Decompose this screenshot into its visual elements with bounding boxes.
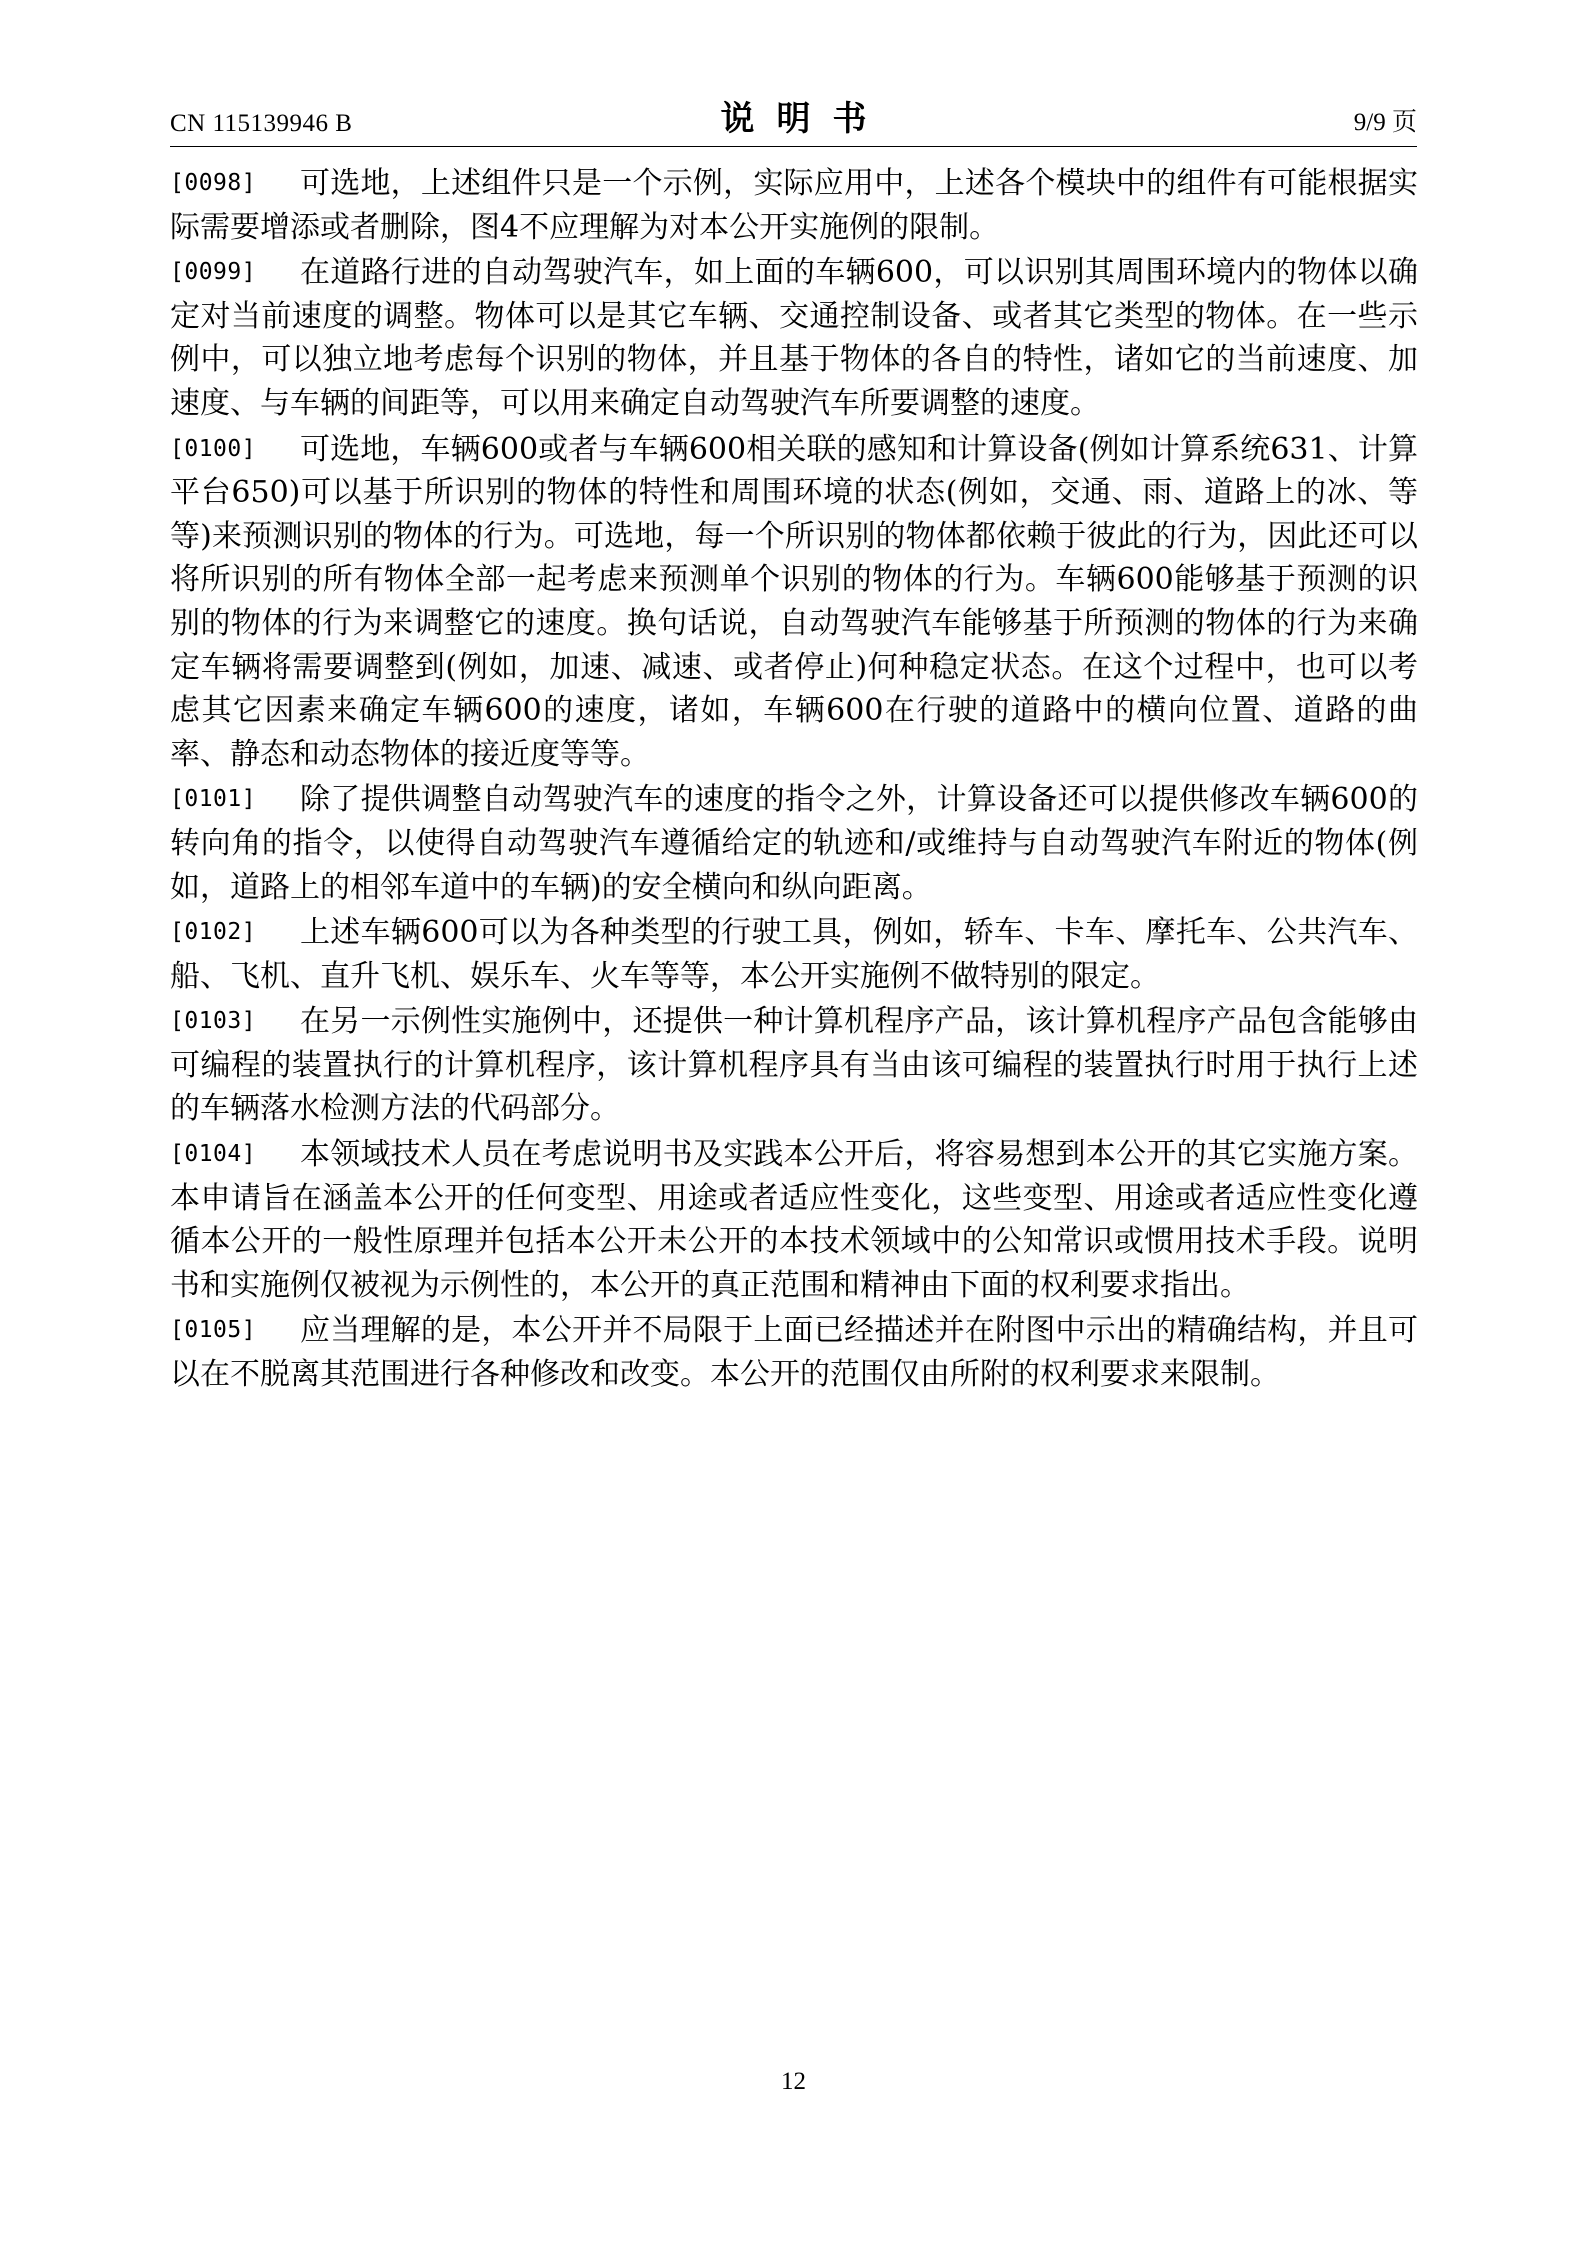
paragraph-text: 上述车辆600可以为各种类型的行驶工具，例如，轿车、卡车、摩托车、公共汽车、船、飞机、直升飞机、娱乐车、火车等等，本公开实施例不做特别的限定。 bbox=[170, 915, 1418, 994]
paragraph-number: [0099] bbox=[170, 259, 257, 286]
paragraph-0104 bbox=[170, 1133, 1418, 1307]
paragraph-0100 bbox=[170, 428, 1418, 777]
paragraph-number: [0102] bbox=[170, 919, 257, 946]
paragraph-text: 可选地，上述组件只是一个示例，实际应用中，上述各个模块中的组件有可能根据实际需要增添或者删除，图4不应理解为对本公开实施例的限制。 bbox=[170, 166, 1418, 245]
paragraph-0102 bbox=[170, 911, 1418, 998]
page-header bbox=[170, 92, 1417, 144]
paragraph-0099 bbox=[170, 251, 1418, 425]
paragraph-number: [0105] bbox=[170, 1317, 257, 1344]
paragraph-number: [0101] bbox=[170, 786, 257, 813]
paragraph-number: [0104] bbox=[170, 1141, 257, 1168]
document-body bbox=[170, 162, 1418, 1399]
paragraph-text: 除了提供调整自动驾驶汽车的速度的指令之外，计算设备还可以提供修改车辆600的转向角的指令，以使得自动驾驶汽车遵循给定的轨迹和/或维持与自动驾驶汽车附近的物体(例如，道路上的相邻车道中的车辆)的安全横向和纵向距离。 bbox=[170, 782, 1418, 905]
paragraph-number: [0100] bbox=[170, 435, 257, 462]
paragraph-text: 可选地，车辆600或者与车辆600相关联的感知和计算设备(例如计算系统631、计算平台650)可以基于所识别的物体的特性和周围环境的状态(例如，交通、雨、道路上的冰、等等)来预测识别的物体的行为。可选地，每一个所识别的物体都依赖于彼此的行为，因此还可以将所识别的所有物体全部一起考虑来预测单个识别的物体的行为。车辆600能够基于预测的识别的物体的行为来调整它的速度。换句话说，自动驾驶汽车能够基于所预测的物体的行为来确定车辆将需要调整到(例如，加速、减速、或者停止)何种稳定状态。在这个过程中，也可以考虑其它因素来确定车辆600的速度，诸如，车辆600在行驶的道路中的横向位置、道路的曲率、静态和动态物体的接近度等等。 bbox=[170, 431, 1418, 772]
header-divider bbox=[170, 146, 1417, 147]
paragraph-text: 在道路行进的自动驾驶汽车，如上面的车辆600，可以识别其周围环境内的物体以确定对当前速度的调整。物体可以是其它车辆、交通控制设备、或者其它类型的物体。在一些示例中，可以独立地考虑每个识别的物体，并且基于物体的各自的特性，诸如它的当前速度、加速度、与车辆的间距等，可以用来确定自动驾驶汽车所要调整的速度。 bbox=[170, 255, 1418, 421]
paragraph-number: [0098] bbox=[170, 170, 257, 196]
paragraph-0101 bbox=[170, 778, 1418, 909]
page-number: 12 bbox=[781, 2068, 806, 2095]
paragraph-text: 应当理解的是，本公开并不局限于上面已经描述并在附图中示出的精确结构，并且可以在不脱离其范围进行各种修改和改变。本公开的范围仅由所附的权利要求来限制。 bbox=[170, 1313, 1418, 1393]
document-title: 说明书 bbox=[720, 99, 889, 139]
paragraph-number: [0103] bbox=[170, 1008, 257, 1035]
paragraph-0098 bbox=[170, 162, 1418, 249]
paragraph-text: 在另一示例性实施例中，还提供一种计算机程序产品，该计算机程序产品包含能够由可编程的装置执行的计算机程序，该计算机程序具有当由该可编程的装置执行时用于执行上述的车辆落水检测方法的代码部分。 bbox=[170, 1004, 1418, 1127]
patent-number: CN 115139946 B bbox=[170, 110, 353, 137]
paragraph-text: 本领域技术人员在考虑说明书及实践本公开后，将容易想到本公开的其它实施方案。本申请旨在涵盖本公开的任何变型、用途或者适应性变化，这些变型、用途或者适应性变化遵循本公开的一般性原理并包括本公开未公开的本技术领域中的公知常识或惯用技术手段。说明书和实施例仅被视为示例性的，本公开的真正范围和精神由下面的权利要求指出。 bbox=[170, 1137, 1418, 1303]
page-indicator: 9/9 页 bbox=[1353, 109, 1417, 136]
paragraph-0103 bbox=[170, 1000, 1418, 1131]
paragraph-0105 bbox=[170, 1309, 1418, 1396]
